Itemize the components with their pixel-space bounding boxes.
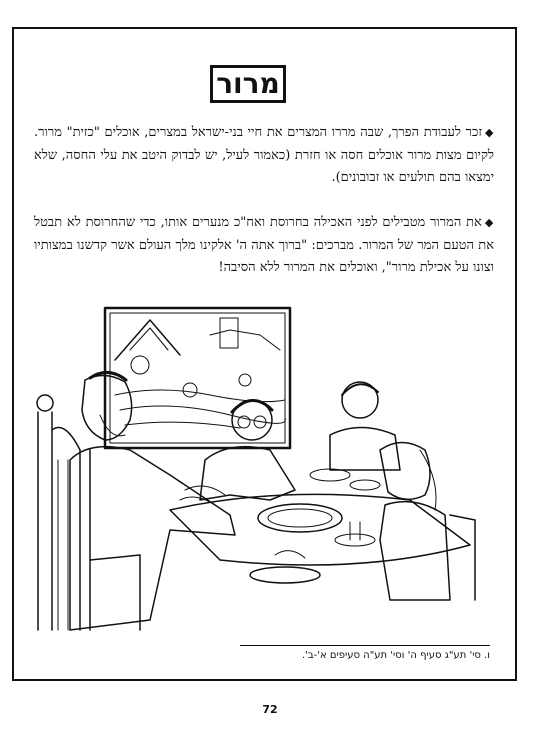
footnote: ו. סי' תע"ג סעיף ה' וסי' תע"ה סעיפים א'-ב'. (301, 650, 490, 661)
chair-left (37, 395, 140, 630)
boy-with-glasses (200, 400, 295, 500)
page-number: 72 (262, 703, 278, 716)
paragraph-maror-remembrance (34, 122, 494, 190)
wall-painting (105, 308, 290, 448)
title-box (210, 65, 286, 103)
bullet-icon: ◆ (484, 126, 494, 139)
page-title: מרור (216, 67, 280, 100)
seder-illustration (30, 300, 500, 640)
bullet-icon: ◆ (484, 216, 494, 229)
seder-table (170, 469, 470, 583)
boy-back-right (330, 382, 400, 470)
paragraph-1-text: זכר לעבודת הפרך, שבה מררו המצרים את חיי בני-ישראל במצרים, אוכלים "כזית" מרור. לקיום מצות מרור אוכלים חסה או חזרת (כאמור לעיל, יש לבדוק היטב את עלי החסה, שלא ימצאו בהם תולעים או זבובונים). (34, 125, 494, 185)
paragraph-maror-dipping (34, 212, 494, 280)
paragraph-2-text: את המרור מטבילים לפני האכילה בחרוסת ואח"כ מנערים אותו, כדי שהחרוסת לא תבטל את הטעם המר של המרור. מברכים: "ברוך אתה ה' אלקינו מלך העולם אשר קדשנו במצותיו וצונו על אכילת מרור", ואוכלים את המרור ללא הסיבה! (34, 215, 494, 275)
girl-figure (380, 443, 475, 601)
footnote-divider (240, 645, 490, 646)
